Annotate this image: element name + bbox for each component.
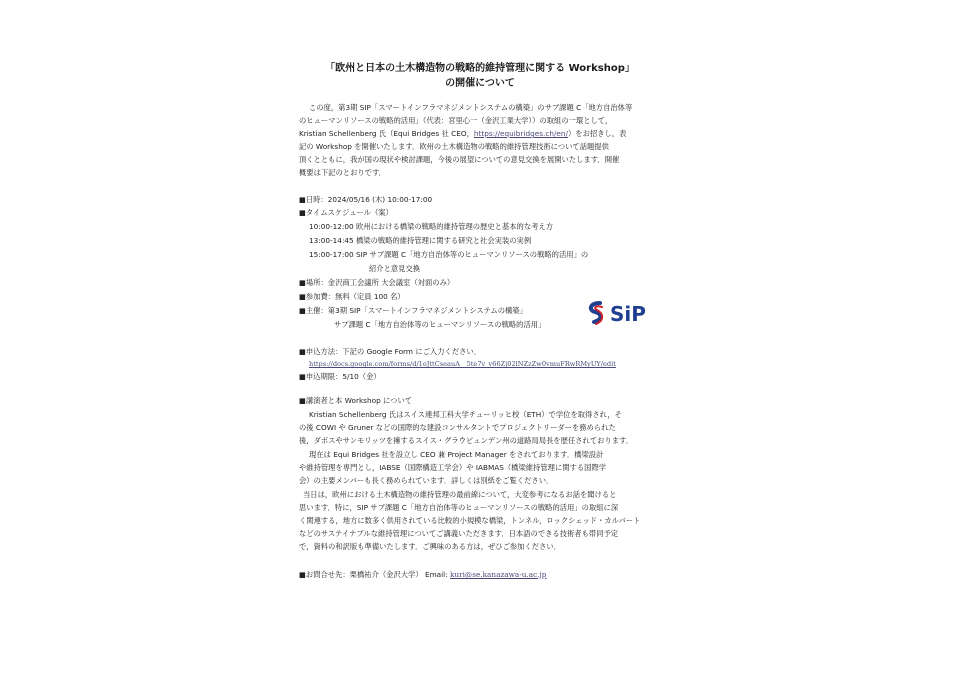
apply-deadline: ■申込期限：5/10（金） <box>299 372 381 381</box>
schedule-heading: ■タイムスケジュール（案） <box>299 208 393 217</box>
schedule-item: 紹介と意見交換 <box>369 264 421 273</box>
speaker-line: Kristian Schellenberg 氏はスイス連邦工科大学チューリッヒ校（ETH）で学位を取得され，そ <box>309 410 622 419</box>
speaker-line: 後，ダボスやサンモリッツを擁するスイス・グラウビュンデン州の道路局局長を歴任されております． <box>299 436 634 445</box>
speaker-line: 現在は Equi Bridges 社を設立し CEO 兼 Project Manager をされております．橋梁設計 <box>309 450 604 459</box>
speaker-line: や維持管理を専門とし，IABSE（国際構造工学会）や IABMAS（橋梁維持管理に関する国際学 <box>299 463 607 472</box>
datetime: ■日時：2024/05/16 (木) 10:00-17:00 <box>299 195 433 204</box>
intro-line <box>299 129 626 138</box>
schedule-item: 10:00-12:00 欧州における橋梁の戦略的維持管理の歴史と基本的な考え方 <box>309 222 554 231</box>
sip-logo <box>586 299 666 327</box>
contact-label: ■お問合せ先：栗橋祐介（金沢大学） Email: <box>299 570 450 579</box>
speaker-line: 会）の主要メンバーも長く務められています．詳しくは別紙をご覧ください． <box>299 476 554 485</box>
schedule-item: 15:00-17:00 SIP サブ課題 C「地方自治体等のヒューマンリソースの戦略的活用」の <box>309 250 589 259</box>
speaker-line: 思います．特に，SIP サブ課題 C「地方自治体等のヒューマンリソースの戦略的活用」の取組に深 <box>299 503 619 512</box>
speaker-heading: ■講演者と本 Workshop について <box>299 396 413 405</box>
intro-line: この度，第3期 SIP「スマートインフラマネジメントシステムの構築」のサブ課題 C「地方自治体等 <box>309 103 633 112</box>
contact-email-link[interactable]: kuri@se.kanazawa-u.ac.jp <box>450 570 547 579</box>
intro-line: のヒューマンリソースの戦略的活用」（代表：宮里心一（金沢工業大学））の取組の一環として， <box>299 116 613 125</box>
equibridges-link[interactable]: https://equibridges.ch/en/ <box>473 129 569 138</box>
intro-line: 記の Workshop を開催いたします．欧州の土木構造物の戦略的維持管理技術について話題提供 <box>299 142 609 151</box>
speaker-line: く関連する，地方に数多く供用されている比較的小規模な橋梁，トンネル，ロックシェッド・カルバート <box>299 516 641 525</box>
logo-text: SiP <box>610 302 646 326</box>
document-title-line2: の開催について <box>445 78 515 89</box>
contact-line <box>299 570 546 579</box>
speaker-line: の後 COWI や Gruner などの国際的な建設コンサルタントでプロジェクトリーダーを務められた <box>299 423 616 432</box>
intro-line: 概要は下記のとおりです． <box>299 168 386 177</box>
schedule-item: 13:00-14:45 橋梁の戦略的維持管理に関する研究と社会実装の実例 <box>309 236 532 245</box>
speaker-line: 当日は，欧州における土木構造物の維持管理の最前線について，大変参考になるお話を聞けると <box>303 490 617 499</box>
venue: ■場所：金沢商工会議所 大会議室（対面のみ） <box>299 278 455 287</box>
document-title-line1: 「欧州と日本の土木構造物の戦略的維持管理に関する Workshop」 <box>325 63 635 74</box>
google-form-link[interactable]: https://docs.google.com/forms/d/1eJttCseauA__5te7v_v66Zj02lNZzZw0vmuFRwRMyUY/edit <box>309 360 616 368</box>
speaker-line: などのサステイナブルな維持管理についてご講義いただきます．日本語のできる技術者も帯同予定 <box>299 529 619 538</box>
speaker-line: で，資料の和訳版も準備いたします．ご興味のある方は，ぜひご参加ください． <box>299 542 561 551</box>
intro-text: ）をお招きし，表 <box>568 129 627 138</box>
intro-text: Kristian Schellenberg 氏（Equi Bridges 社 CEO， <box>299 129 474 138</box>
intro-line: 頂くとともに，我が国の現状や検討課題，今後の展望についての意見交換を展開いたします．開催 <box>299 155 620 164</box>
organizer-line: ■主催：第3期 SIP「スマートインフラマネジメントシステムの構築」 <box>299 306 527 315</box>
fee: ■参加費：無料（定員 100 名） <box>299 292 405 301</box>
organizer-line: サブ課題 C「地方自治体等のヒューマンリソースの戦略的活用」 <box>334 320 546 329</box>
apply-method: ■申込方法：下記の Google Form にご入力ください． <box>299 347 482 356</box>
